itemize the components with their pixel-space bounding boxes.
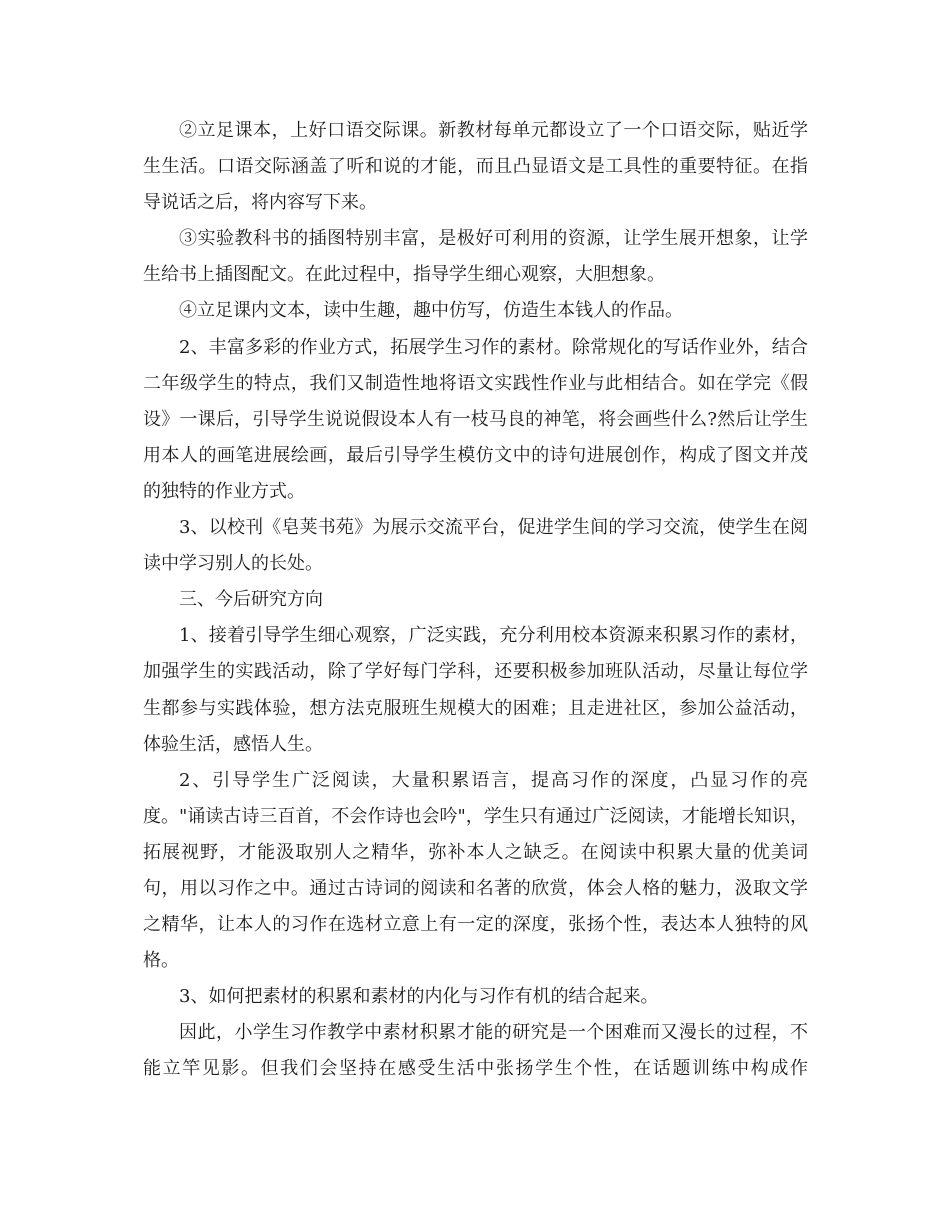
paragraph-oral-communication: ②立足课本，上好口语交际课。新教材每单元都设立了一个口语交际，贴近学生生活。口语交际涵盖了听和说的才能，而且凸显语文是工具性的重要特征。在指导说话之后，将内容写下来。 (143, 120, 808, 214)
paragraph-material-internalization: 3、如何把素材的积累和素材的内化与习作有机的结合起来。 (179, 986, 659, 1008)
paragraph-homework-methods: 2、丰富多彩的作业方式，拓展学生习作的素材。除常规化的写话作业外，结合二年级学生的特点，我们又制造性地将语文实践性作业与此相结合。如在学完《假设》一课后，引导学生说说假设本人有一枝马良的神笔，将会画些什么?然后让学生用本人的画笔进展绘画，最后引导学生模仿文中的诗句进展创作，构成了图文并茂的独特的作业方式。 (143, 336, 808, 502)
section-heading-future-research: 三、今后研究方向 (179, 589, 323, 611)
paragraph-imitation-writing: ④立足课内文本，读中生趣，趣中仿写，仿造生本钱人的作品。 (179, 300, 683, 322)
paragraph-conclusion: 因此，小学生习作教学中素材积累才能的研究是一个困难而又漫长的过程，不能立竿见影。但我们会坚持在感受生活中张扬学生个性，在话题训练中构成作 (143, 1022, 808, 1080)
paragraph-observation-practice: 1、接着引导学生细心观察，广泛实践，充分利用校本资源来积累习作的素材，加强学生的实践活动，除了学好每门学科，还要积极参加班队活动，尽量让每位学生都参与实践体验，想方法克服班生规模大的困难；且走进社区，参加公益活动，体验生活，感悟人生。 (143, 625, 808, 755)
paragraph-illustrations: ③实验教科书的插图特别丰富，是极好可利用的资源，让学生展开想象，让学生给书上插图配文。在此过程中，指导学生细心观察，大胆想象。 (143, 228, 808, 286)
document-body (143, 113, 808, 1088)
paragraph-school-journal: 3、以校刊《皂荚书苑》为展示交流平台，促进学生间的学习交流，使学生在阅读中学习别人的长处。 (143, 517, 808, 575)
paragraph-extensive-reading: 2、引导学生广泛阅读，大量积累语言，提高习作的深度，凸显习作的亮度。"诵读古诗三百首，不会作诗也会吟"，学生只有通过广泛阅读，才能增长知识，拓展视野，才能汲取别人之精华，弥补本人之缺乏。在阅读中积累大量的优美词句，用以习作之中。通过古诗词的阅读和名著的欣赏，体会人格的魅力，汲取文学之精华，让本人的习作在选材立意上有一定的深度，张扬个性，表达本人独特的风格。 (143, 769, 808, 972)
